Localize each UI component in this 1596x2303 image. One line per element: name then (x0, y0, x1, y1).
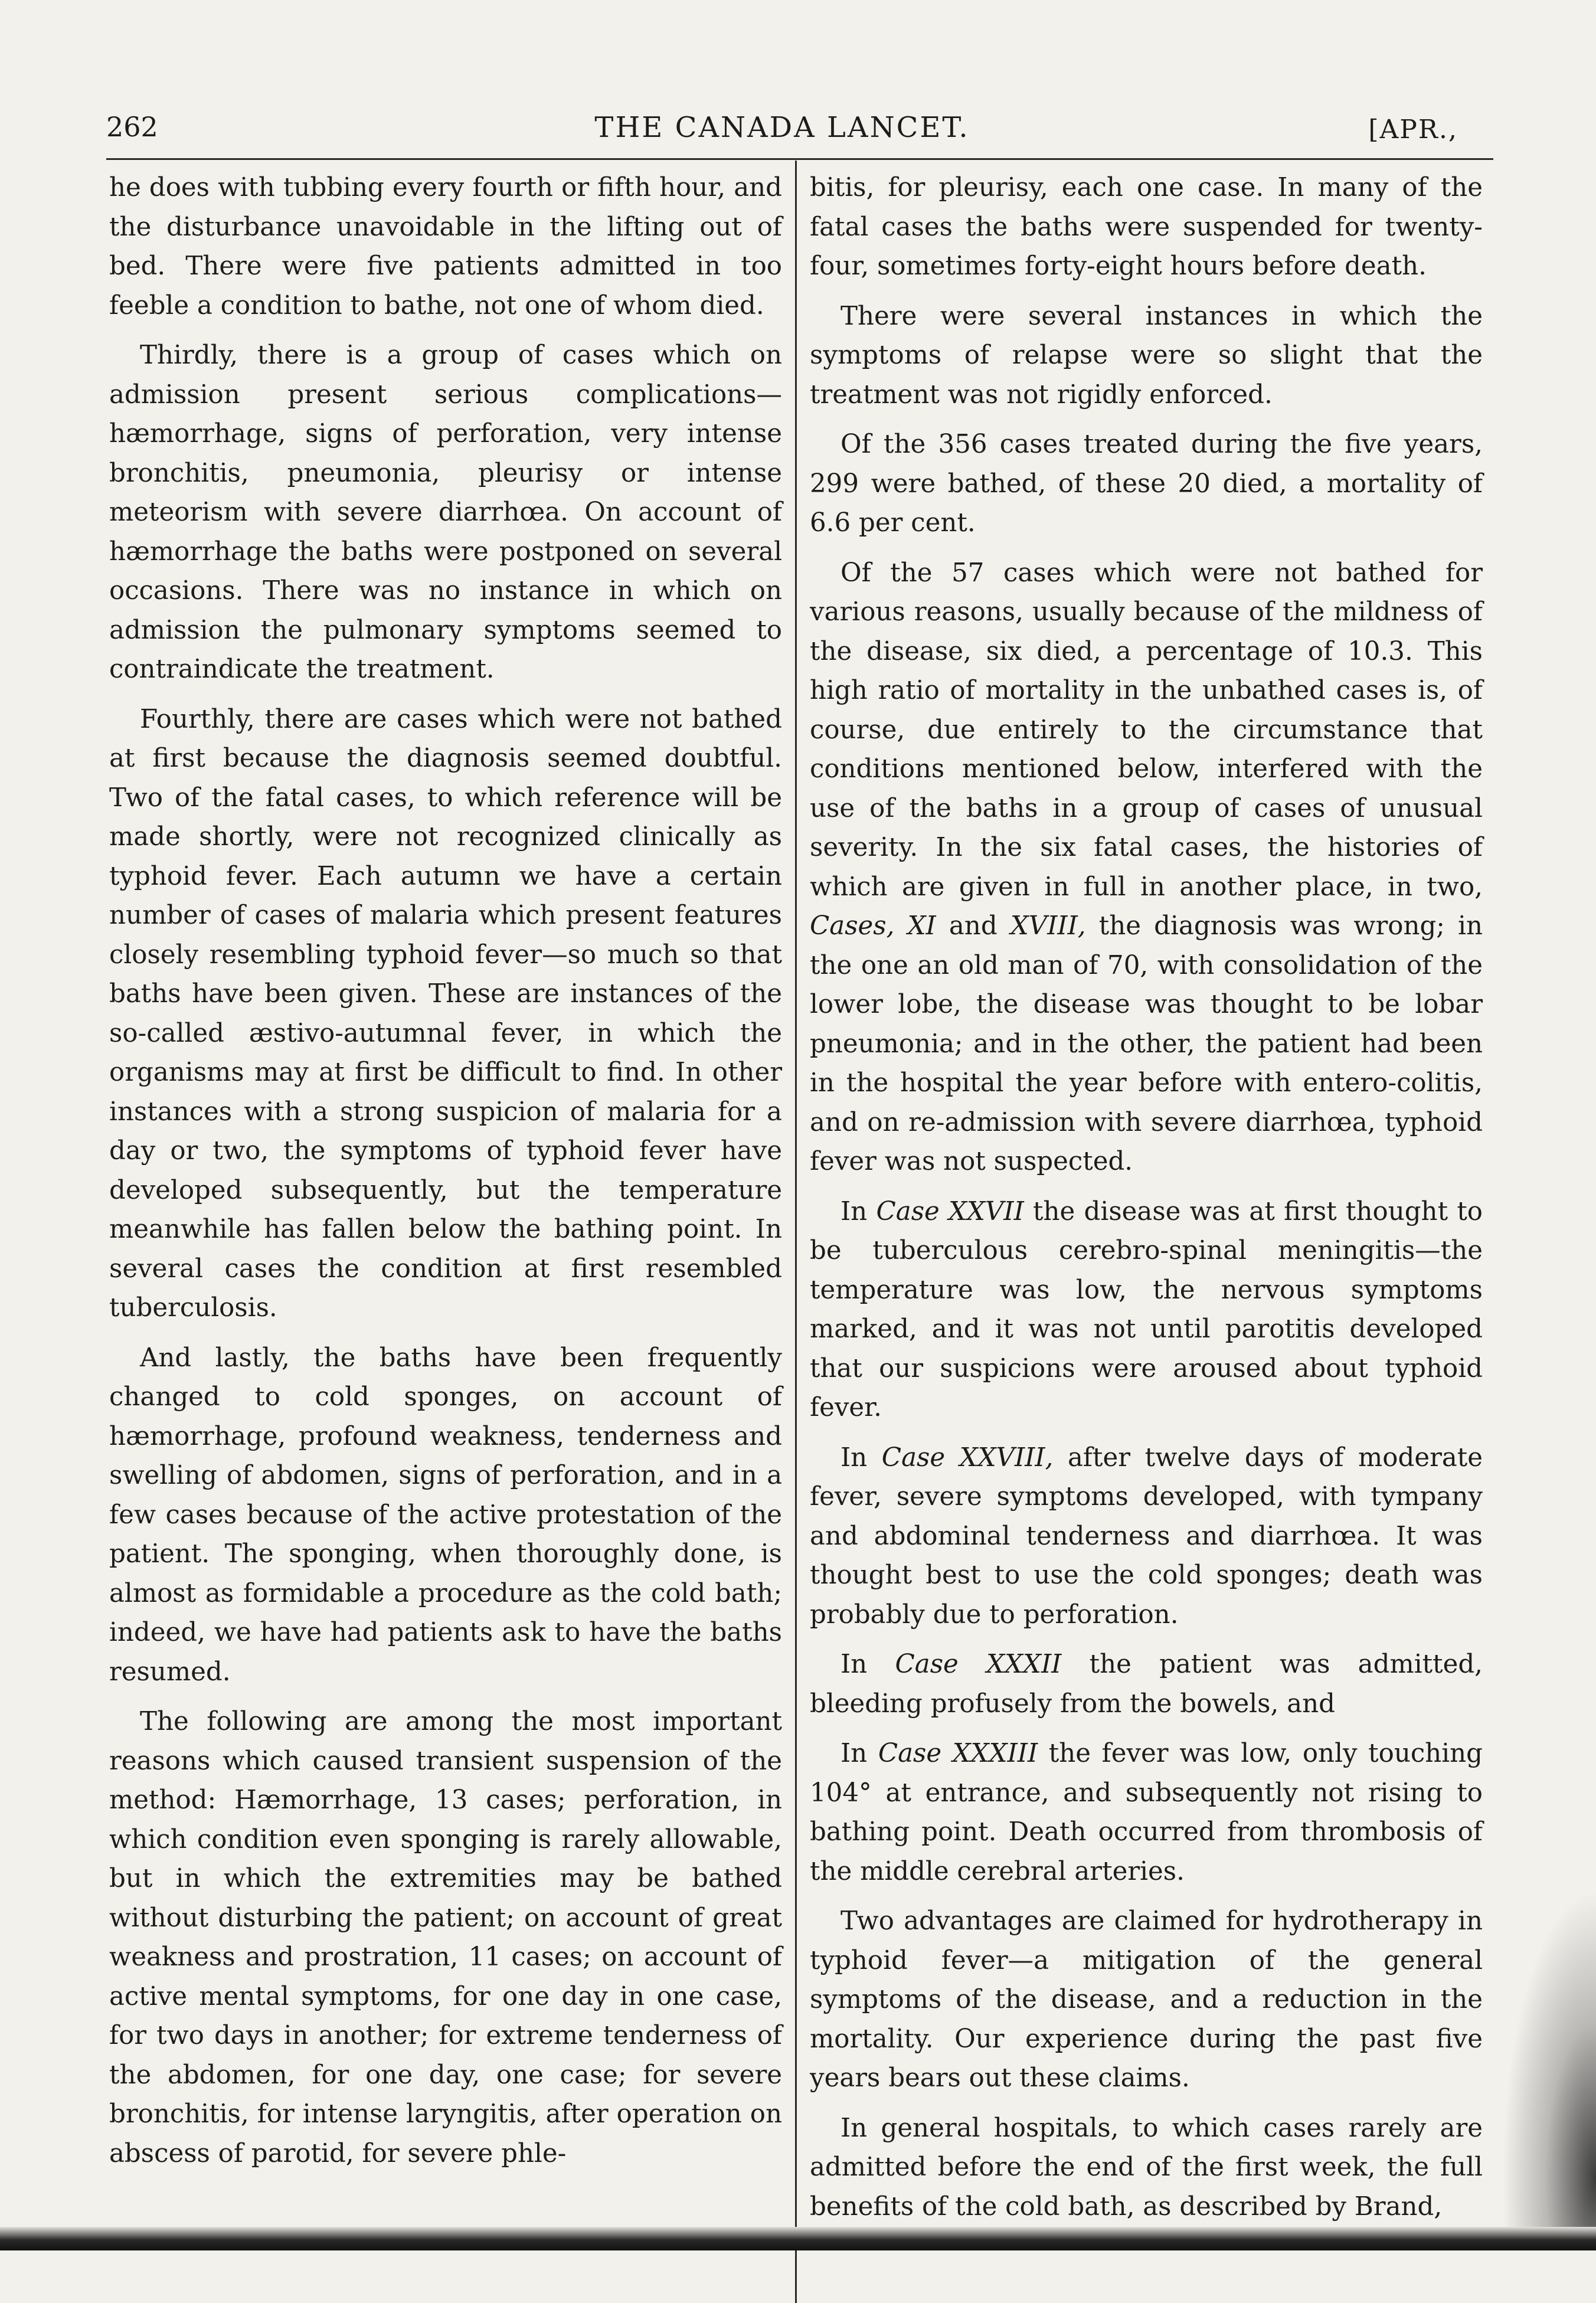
paragraph: he does with tubbing every fourth or fifth hour, and the disturbance unavoidable in the lifting out of bed. There were five patients admitted in too feeble a condition to bathe, not one of whom died. (109, 173, 782, 320)
left-column (109, 168, 782, 2184)
text-run: Of the 57 cases which were not bathed for various reasons, usually because of the mildness of the disease, six died, a percentage of 10.3. This high ratio of mortality in the unbathed cases is, of course, due entirely to the circumstance that conditions mentioned below, interfered with the use of the baths in a group of cases of unusual severity. In the six fatal cases, the histories of which are given in full in another place, in two, (810, 558, 1483, 902)
page-number: 262 (106, 111, 158, 143)
case-reference: Case XXVIII, (881, 1442, 1054, 1473)
header-rule (106, 158, 1493, 160)
case-reference: Case XXVII (876, 1196, 1024, 1226)
scan-edge (0, 2227, 1596, 2250)
case-reference: Case XXXII (895, 1650, 1062, 1679)
paragraph: Of the 356 cases treated during the five years, 299 were bathed, of these 20 died, a mortality of 6.6 per cent. (810, 430, 1483, 538)
paragraph (810, 1734, 1483, 1891)
text-run: the fever was low, only touching 104° at entrance, and subsequently not rising to bathing point. Death occurred from thrombosis of the middle cerebral arteries. (810, 1739, 1483, 1886)
paragraph: Fourthly, there are cases which were not bathed at first because the diagnosis seemed doubtful. Two of the fatal cases, to which reference will be made shortly, were not recognized clinically as typhoid fever. Each autumn we have a certain number of cases of malaria which present features closely resembling typhoid fever—so much so that baths have been given. These are instances of the so-called æstivo-autumnal fever, in which the organisms may at first be difficult to find. In other instances with a strong suspicion of malaria for a day or two, the symptoms of typhoid fever have developed subsequently, but the temperature meanwhile has fallen below the bathing point. In several cases the condition at first resembled tuberculosis. (109, 704, 782, 1323)
column-divider (795, 161, 797, 2303)
paragraph: There were several instances in which the symptoms of relapse were so slight that the treatment was not rigidly enforced. (810, 301, 1483, 410)
text-run: the disease was at first thought to be tuberculous cerebro-spinal meningitis—the temperature was low, the nervous symptoms marked, and it was not until parotitis developed that our suspicions were aroused about typhoid fever. (810, 1196, 1483, 1422)
paragraph: Two advantages are claimed for hydrotherapy in typhoid fever—a mitigation of the general symptoms of the disease, and a reduction in the mortality. Our experience during the past five years bears out these claims. (810, 1906, 1483, 2093)
paragraph: Thirdly, there is a group of cases which on admission present serious complications—hæmorrhage, signs of perforation, very intense bronchitis, pneumonia, pleurisy or intense meteorism with severe diarrhœa. On account of hæmorrhage the baths were postponed on several occasions. There was no instance in which on admission the pulmonary symptoms seemed to contraindicate the treatment. (109, 341, 782, 684)
issue-month: [APR., (1368, 115, 1458, 145)
text-run: In (840, 1196, 868, 1226)
right-column (810, 168, 1483, 2237)
page-header (106, 106, 1458, 148)
paragraph: And lastly, the baths have been frequently changed to cold sponges, on account of hæmorrhage, profound weakness, tenderness and swelling of abdomen, signs of perforation, and in a few cases because of the active protestation of the patient. The sponging, when thoroughly done, is almost as formidable a procedure as the cold bath; indeed, we have had patients ask to have the baths resumed. (109, 1343, 782, 1687)
journal-title: THE CANADA LANCET. (594, 111, 970, 144)
paragraph (810, 554, 1483, 1182)
case-reference: Case XXXIII (878, 1739, 1038, 1768)
text-run: In (840, 1739, 868, 1768)
paragraph: In general hospitals, to which cases rarely are admitted before the end of the first week, the full benefits of the cold bath, as described by Brand, (810, 2113, 1483, 2222)
paragraph (810, 1192, 1483, 1428)
paragraph (810, 1645, 1483, 1723)
paragraph (810, 1438, 1483, 1635)
text-run: and (949, 911, 997, 941)
text-run: the patient was admitted, bleeding profusely from the bowels, and (810, 1650, 1483, 1719)
paragraph: The following are among the most important reasons which caused transient suspension of the method: Hæmorrhage, 13 cases; perforation, in which condition even sponging is rarely allowable, but in which the extremities may be bathed without disturbing the patient; on account of great weakness and prostration, 11 cases; on account of active mental symptoms, for one day in one case, for two days in another; for extreme tenderness of the abdomen, for one day, one case; for severe bronchitis, for intense laryngitis, after operation on abscess of parotid, for severe phle- (109, 1707, 782, 2168)
text-run: In (840, 1442, 868, 1473)
text-run: In (840, 1650, 868, 1679)
text-run: the diagnosis was wrong; in the one an old man of 70, with consolidation of the lower lobe, the disease was thought to be lobar pneumonia; and in the other, the patient had been in the hospital the year before with entero-colitis, and on re-admission with severe diarrhœa, typhoid fever was not suspected. (810, 911, 1483, 1176)
text-run: after twelve days of moderate fever, severe symptoms developed, with tympany and abdominal tenderness and diarrhœa. It was thought best to use the cold sponges; death was probably due to perforation. (810, 1442, 1483, 1630)
case-reference: Cases, XI (810, 911, 936, 941)
case-reference: XVIII, (1010, 911, 1086, 941)
paragraph: bitis, for pleurisy, each one case. In many of the fatal cases the baths were suspended for twenty-four, sometimes forty-eight hours before death. (810, 173, 1483, 281)
scan-shadow (1502, 1889, 1596, 2250)
